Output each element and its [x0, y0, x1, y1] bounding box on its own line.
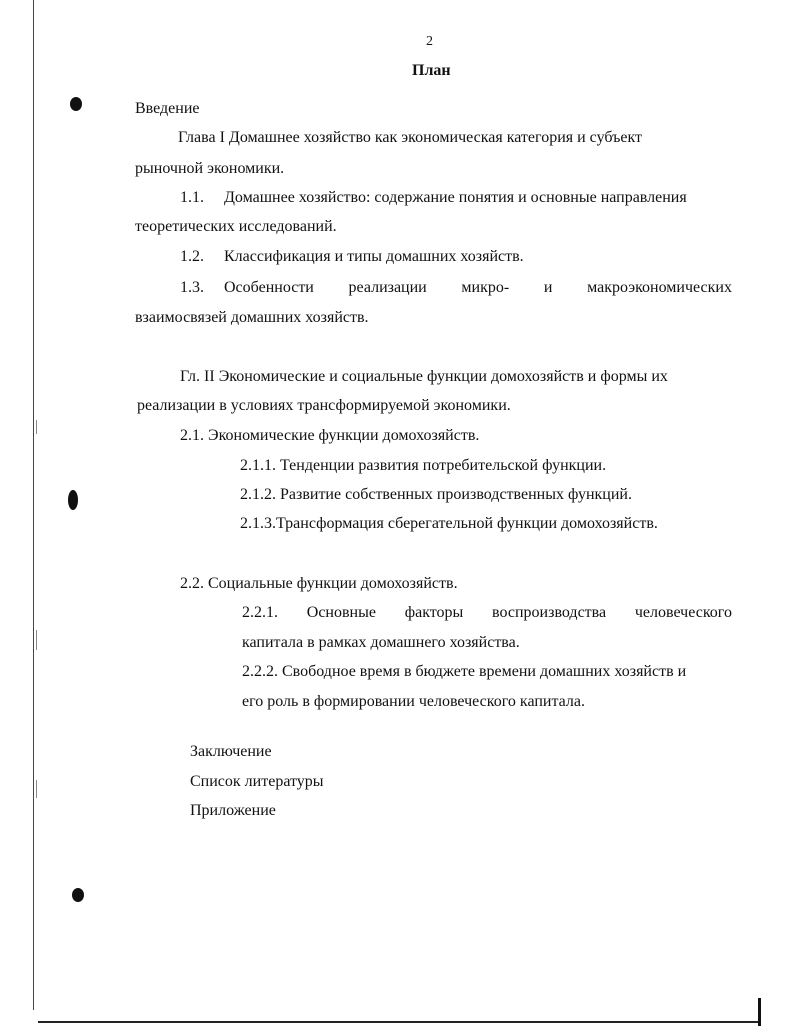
scan-bottom-edge: [38, 1021, 758, 1023]
toc-chapter1-line1: Глава I Домашнее хозяйство как экономическая категория и субъект: [178, 129, 643, 146]
toc-section-1-3-line2: взаимосвязей домашних хозяйств.: [135, 309, 369, 326]
toc-section-1-3-line1: [224, 279, 732, 297]
word: Основные: [306, 604, 376, 621]
toc-item-2-1-3: 2.1.3.Трансформация сберегательной функции домохозяйств.: [240, 515, 658, 532]
toc-chapter2-line1: Гл. II Экономические и социальные функции домохозяйств и формы их: [180, 368, 668, 385]
scan-right-mark: [758, 998, 761, 1026]
toc-section-1-2: Классификация и типы домашних хозяйств.: [224, 248, 524, 265]
toc-section-1-2-number: 1.2.: [180, 248, 204, 265]
toc-chapter1-line2: рыночной экономики.: [135, 160, 285, 177]
toc-section-2-2: 2.2. Социальные функции домохозяйств.: [180, 575, 458, 592]
toc-appendix: Приложение: [190, 802, 276, 819]
toc-section-1-1-number: 1.1.: [180, 189, 204, 206]
toc-section-1-1-line2: теоретических исследований.: [135, 218, 337, 235]
toc-introduction: Введение: [135, 100, 200, 117]
toc-bibliography: Список литературы: [190, 773, 324, 790]
toc-item-2-2-2-line2: его роль в формировании человеческого капитала.: [242, 693, 585, 710]
toc-conclusion: Заключение: [190, 743, 272, 760]
word: макроэкономических: [587, 279, 732, 296]
scan-speck: [36, 780, 37, 798]
scan-speck: [36, 420, 37, 434]
toc-item-2-1-1: 2.1.1. Тенденции развития потребительской функции.: [240, 457, 607, 474]
toc-section-1-1-line1: Домашнее хозяйство: содержание понятия и основные направления: [224, 189, 687, 206]
page-number: 2: [426, 34, 433, 49]
toc-item-2-2-2-line1: 2.2.2. Свободное время в бюджете времени домашних хозяйств и: [242, 663, 687, 680]
scan-left-edge: [33, 0, 34, 1010]
toc-item-2-2-1-line2: капитала в рамках домашнего хозяйства.: [242, 634, 520, 651]
toc-item-2-1-2: 2.1.2. Развитие собственных производственных функций.: [240, 486, 632, 503]
word: и: [543, 279, 553, 296]
toc-item-2-2-1-line1: [242, 604, 732, 622]
word: воспроизводства: [492, 604, 607, 621]
punch-hole-mark-middle: [68, 490, 78, 510]
punch-hole-mark-bottom: [72, 888, 84, 902]
page-title: План: [412, 62, 451, 79]
toc-section-2-1: 2.1. Экономические функции домохозяйств.: [180, 427, 480, 444]
toc-section-1-3-number: 1.3.: [180, 279, 204, 296]
word: 2.2.1.: [242, 604, 278, 621]
word: факторы: [404, 604, 464, 621]
toc-chapter2-line2: реализации в условиях трансформируемой экономики.: [137, 397, 511, 414]
punch-hole-mark-top: [70, 97, 82, 111]
scan-speck: [36, 630, 37, 650]
word: человеческого: [634, 604, 732, 621]
word: микро-: [461, 279, 510, 296]
word: Особенности: [224, 279, 314, 296]
word: реализации: [348, 279, 427, 296]
